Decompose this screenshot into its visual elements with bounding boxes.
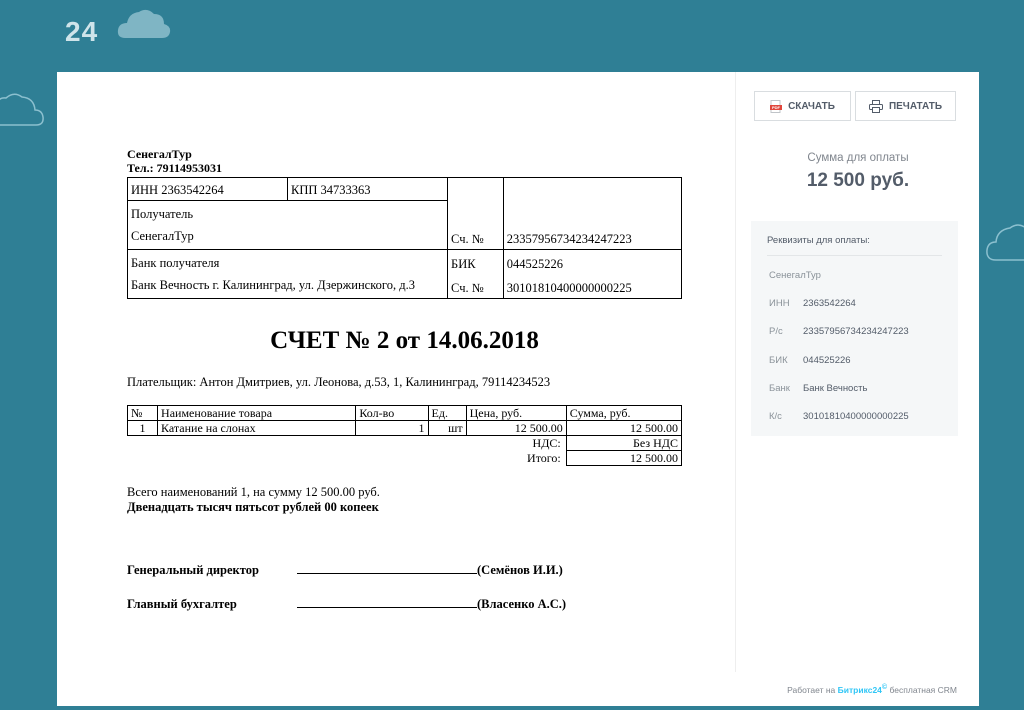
col-header-sum: Сумма, руб. <box>566 406 681 421</box>
col-header-number: № <box>128 406 158 421</box>
vat-value: Без НДС <box>566 436 681 451</box>
requisite-value: 044525226 <box>803 355 851 366</box>
row-sum: 12 500.00 <box>566 421 681 436</box>
seller-info <box>127 147 222 175</box>
cloud-icon <box>984 212 1024 264</box>
print-button[interactable] <box>855 91 956 121</box>
download-button[interactable] <box>754 91 851 121</box>
footer-brand-link[interactable] <box>838 685 887 695</box>
summary-in-words: Двенадцать тысяч пятьсот рублей 00 копеек <box>127 500 379 514</box>
col-header-price: Цена, руб. <box>466 406 566 421</box>
bank-name: Банк Вечность г. Калининград, ул. Дзержинского, д.3 <box>131 278 415 292</box>
requisite-key: Р/с <box>769 326 783 337</box>
row-qty: 1 <box>356 421 428 436</box>
requisites-title: Реквизиты для оплаты: <box>767 235 870 246</box>
recipient-name: СенегалТур <box>131 229 194 243</box>
recipient-cell <box>128 201 448 250</box>
signature-accountant <box>127 595 566 612</box>
total-row <box>128 451 682 466</box>
footer-brand-mark: © <box>881 683 888 692</box>
cloud-icon <box>117 6 171 40</box>
footer-suffix: бесплатная CRM <box>889 685 957 695</box>
row-price: 12 500.00 <box>466 421 566 436</box>
signature-name: (Семёнов И.И.) <box>477 563 563 577</box>
print-label: ПЕЧАТАТЬ <box>888 100 943 112</box>
footer-powered-by <box>787 683 957 695</box>
bik-label: БИК <box>448 250 504 275</box>
requisite-value: 23357956734234247223 <box>803 326 909 337</box>
bitrix-logo: 24 <box>65 16 99 47</box>
requisite-row <box>769 411 909 422</box>
corr-account-label: Сч. № <box>448 274 504 299</box>
divider <box>767 255 942 256</box>
requisite-row <box>769 355 851 366</box>
invoice-document <box>57 72 735 706</box>
col-header-name: Наименование товара <box>158 406 356 421</box>
requisite-row <box>769 298 856 309</box>
requisites-company: СенегалТур <box>769 270 821 281</box>
bank-cell <box>128 250 448 299</box>
col-header-qty: Кол-во <box>356 406 428 421</box>
vat-row <box>128 436 682 451</box>
payer-info: Плательщик: Антон Дмитриев, ул. Леонова, д.53, 1, Калининград, 79114234523 <box>127 375 551 389</box>
seller-phone: Тел.: 79114953031 <box>127 161 222 175</box>
requisite-value: 30101810400000000225 <box>803 411 909 422</box>
invoice-summary <box>127 485 380 515</box>
requisite-key: К/с <box>769 411 782 422</box>
signature-director <box>127 561 563 578</box>
pdf-badge-text: PDF <box>772 104 781 110</box>
account-label: Сч. № <box>448 201 504 250</box>
pdf-icon <box>770 100 782 113</box>
sum-value: 12 500 руб. <box>806 170 910 191</box>
requisites-panel <box>751 221 958 436</box>
items-header-row <box>128 406 682 421</box>
summary-total: Всего наименований 1, на сумму 12 500.00 руб. <box>127 485 380 499</box>
footer-brand: Битрикс24 <box>837 685 882 695</box>
row-number: 1 <box>128 421 158 436</box>
account-value: 23357956734234247223 <box>503 201 681 250</box>
recipient-label: Получатель <box>131 207 194 221</box>
vat-label: НДС: <box>128 436 567 451</box>
total-value: 12 500.00 <box>566 451 681 466</box>
bik-value: 044525226 <box>503 250 681 275</box>
inn-cell: ИНН 2363542264 <box>128 178 288 201</box>
payment-sidebar <box>735 72 980 672</box>
requisite-key: БИК <box>769 355 788 366</box>
signature-line <box>297 595 477 608</box>
requisite-row <box>769 383 867 394</box>
signature-role: Генеральный директор <box>127 563 259 577</box>
requisite-value: 2363542264 <box>803 298 856 309</box>
sum-label: Сумма для оплаты <box>807 152 909 164</box>
seller-name: СенегалТур <box>127 147 192 161</box>
signature-role: Главный бухгалтер <box>127 597 237 611</box>
requisite-row <box>769 326 909 337</box>
row-unit: шт <box>428 421 466 436</box>
bank-label: Банк получателя <box>131 256 220 270</box>
signature-line <box>297 561 477 574</box>
corr-account-value: 30101810400000000225 <box>503 274 681 299</box>
table-row <box>128 421 682 436</box>
footer-prefix: Работает на <box>787 685 836 695</box>
requisite-value: Банк Вечность <box>803 383 868 394</box>
requisite-key: ИНН <box>769 298 790 309</box>
total-label: Итого: <box>527 451 561 465</box>
requisite-key: Банк <box>769 383 790 394</box>
col-header-unit: Ед. <box>428 406 466 421</box>
printer-icon <box>869 100 883 113</box>
download-label: СКАЧАТЬ <box>788 100 835 112</box>
invoice-title: СЧЕТ № 2 от 14.06.2018 <box>270 327 539 354</box>
items-table <box>127 405 682 466</box>
invoice-card <box>57 72 979 706</box>
kpp-cell: КПП 34733363 <box>288 178 448 201</box>
cloud-icon <box>0 85 46 129</box>
row-name: Катание на слонах <box>158 421 356 436</box>
signature-name: (Власенко А.С.) <box>477 597 567 611</box>
bank-details-table <box>127 177 682 299</box>
